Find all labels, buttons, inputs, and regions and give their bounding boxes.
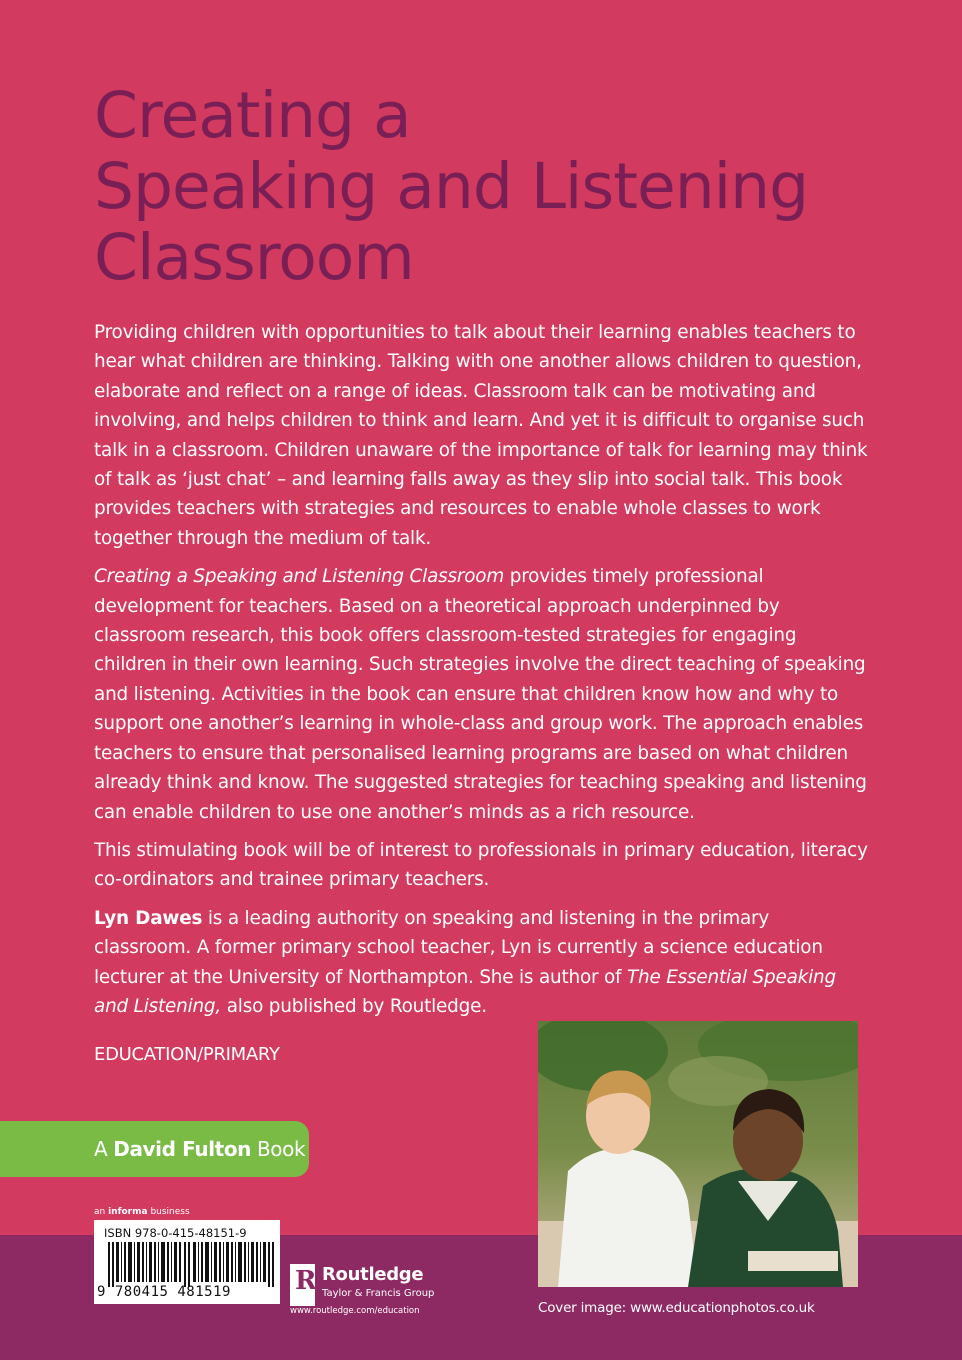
publisher-url: www.routledge.com/education: [290, 1306, 420, 1316]
informa-suffix: business: [147, 1207, 190, 1217]
isbn-text: ISBN 978-0-415-48151-9: [104, 1226, 247, 1240]
informa-prefix: an: [94, 1207, 109, 1217]
title-line-1: Creating a: [94, 79, 411, 152]
imprint-prefix: A: [94, 1137, 114, 1161]
author-other-book: The Essential Speaking and Listening,: [94, 966, 836, 1017]
barcode-number: 9 780415 481519: [97, 1284, 231, 1300]
title-line-2: Speaking and Listening: [94, 150, 809, 223]
imprint-label: [94, 1137, 305, 1161]
informa-name: informa: [108, 1207, 148, 1217]
barcode-bars: [108, 1242, 274, 1287]
barcode-box: [94, 1220, 280, 1304]
blurb: [94, 318, 869, 1030]
imprint-name: David Fulton: [113, 1137, 252, 1161]
blurb-paragraph-3: This stimulating book will be of interest to professionals in primary education, literacy co-ordinators and trainee primary teachers.: [94, 839, 868, 891]
routledge-logo-letter: R: [295, 1266, 317, 1296]
book-title-italic: Creating a Speaking and Listening Classroom: [94, 566, 505, 588]
author-bio-text-a: is a leading authority on speaking and listening in the primary classroom. A former primary school teacher, Lyn is currently a science education lecturer at the University of Northampton. She is author of: [94, 907, 823, 988]
subject-category: EDUCATION/PRIMARY: [94, 1044, 280, 1065]
title-line-3: Classroom: [94, 221, 414, 294]
blurb-paragraph-2-text: provides timely professional development for teachers. Based on a theoretical approach underpinned by classroom research, this book offers classroom-tested strategies for engaging children in their own learning. Such strategies involve the direct teaching of speaking and listening. Activities in the book can ensure that children know how and why to support one another’s learning in whole-class and group work. The approach enables teachers to ensure that personalised learning programs are based on what children already think and know. The suggested strategies for teaching speaking and listening can enable children to use one another’s minds as a rich resource.: [94, 566, 867, 823]
blurb-paragraph-1: Providing children with opportunities to talk about their learning enables teachers to hear what children are thinking. Talking with one another allows children to question, elaborate and reflect on a range of ideas. Classroom talk can be motivating and involving, and helps children to think and learn. And yet it is difficult to organise such talk in a classroom. Children unaware of the importance of talk for learning may think of talk as ‘just chat’ – and learning falls away as they slip into social talk. This book provides teachers with strategies and resources to enable whole classes to work together through the medium of talk.: [94, 322, 868, 549]
routledge-logo-icon: [290, 1264, 315, 1306]
publisher-group: Taylor & Francis Group: [322, 1288, 435, 1299]
author-bio: [94, 904, 869, 1022]
imprint-suffix: Book: [251, 1137, 306, 1161]
author-name: Lyn Dawes: [94, 907, 203, 929]
author-bio-text-b: also published by Routledge.: [221, 995, 487, 1017]
blurb-paragraph-2: [94, 562, 869, 827]
cover-image-credit: Cover image: www.educationphotos.co.uk: [538, 1300, 815, 1316]
publisher-name: Routledge: [322, 1264, 424, 1285]
informa-line: [94, 1207, 190, 1217]
book-title: [94, 80, 914, 293]
cover-photo: [538, 1021, 858, 1287]
